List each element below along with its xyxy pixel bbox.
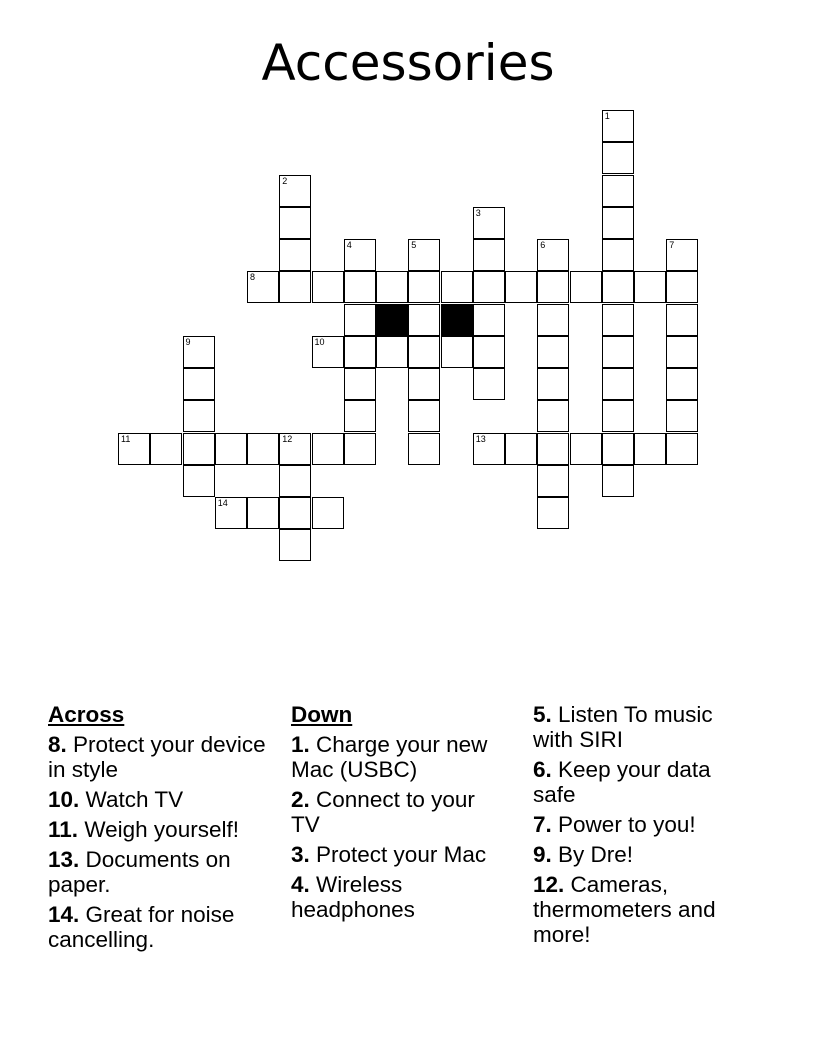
grid-cell[interactable]	[537, 368, 569, 400]
grid-cell[interactable]	[150, 433, 182, 465]
grid-cell[interactable]	[537, 400, 569, 432]
grid-cell[interactable]	[505, 271, 537, 303]
grid-cell[interactable]	[602, 271, 634, 303]
grid-cell[interactable]	[344, 400, 376, 432]
clue-text: Watch TV	[85, 787, 184, 812]
grid-cell[interactable]	[279, 497, 311, 529]
clue-text: By Dre!	[558, 842, 634, 867]
clue-text: Listen To music with SIRI	[533, 702, 713, 752]
grid-cell[interactable]	[473, 271, 505, 303]
grid-cell[interactable]	[312, 271, 344, 303]
grid-cell[interactable]	[666, 271, 698, 303]
down-column	[291, 702, 491, 927]
clue	[48, 787, 273, 812]
grid-cell[interactable]	[344, 433, 376, 465]
clue	[533, 812, 748, 837]
clue-text: Documents on paper.	[48, 847, 231, 897]
clue-number-label: 13.	[48, 847, 80, 872]
grid-cell[interactable]	[247, 433, 279, 465]
clue	[48, 847, 273, 897]
across-clue-list	[48, 732, 273, 952]
down-clue-list-continued	[533, 702, 748, 947]
clue	[291, 787, 491, 837]
clue-number: 10	[314, 336, 325, 347]
grid-cell[interactable]	[118, 433, 150, 465]
clue-number-label: 4.	[291, 872, 310, 897]
grid-cell[interactable]	[666, 400, 698, 432]
clue	[533, 872, 748, 947]
clue-text: Connect to your TV	[291, 787, 475, 837]
clue	[291, 872, 491, 922]
clue-number-label: 11.	[48, 817, 79, 842]
grid-cell[interactable]	[408, 400, 440, 432]
black-square	[441, 304, 473, 336]
grid-cell[interactable]	[247, 497, 279, 529]
grid-cell[interactable]	[279, 175, 311, 207]
grid-cell[interactable]	[602, 239, 634, 271]
grid-cell[interactable]	[537, 239, 569, 271]
grid-cell[interactable]	[344, 304, 376, 336]
grid-cell[interactable]	[602, 110, 634, 142]
grid-cell[interactable]	[634, 271, 666, 303]
clue-number-label: 2.	[291, 787, 310, 812]
grid-cell[interactable]	[441, 336, 473, 368]
grid-cell[interactable]	[602, 465, 634, 497]
grid-cell[interactable]	[344, 336, 376, 368]
grid-cell[interactable]	[537, 497, 569, 529]
grid-cell[interactable]	[344, 368, 376, 400]
clue-text: Wireless headphones	[291, 872, 415, 922]
clue-number-label: 10.	[48, 787, 80, 812]
grid-cell[interactable]	[570, 433, 602, 465]
puzzle-title: Accessories	[261, 34, 555, 92]
grid-cell[interactable]	[537, 433, 569, 465]
clue-number: 7	[669, 240, 675, 250]
grid-cell[interactable]	[312, 433, 344, 465]
grid-cell[interactable]	[376, 271, 408, 303]
grid-cell[interactable]	[666, 433, 698, 465]
grid-cell[interactable]	[408, 368, 440, 400]
clue-number: 12	[282, 433, 293, 444]
grid-cell[interactable]	[408, 336, 440, 368]
grid-cell[interactable]	[602, 304, 634, 336]
grid-cell[interactable]	[602, 433, 634, 465]
grid-cell[interactable]	[602, 336, 634, 368]
grid-cell[interactable]	[279, 207, 311, 239]
down-heading: Down	[291, 702, 353, 727]
grid-cell[interactable]	[666, 239, 698, 271]
grid-cell[interactable]	[408, 239, 440, 271]
grid-cell[interactable]	[215, 433, 247, 465]
grid-cell[interactable]	[183, 336, 215, 368]
across-column	[48, 702, 273, 957]
clue	[291, 842, 491, 867]
grid-cell[interactable]	[473, 336, 505, 368]
clue-number-label: 7.	[533, 812, 552, 837]
grid-cell[interactable]	[183, 400, 215, 432]
grid-cell[interactable]	[279, 271, 311, 303]
grid-cell[interactable]	[537, 465, 569, 497]
clue-text: Protect your Mac	[316, 842, 487, 867]
clue-number: 2	[282, 175, 288, 186]
grid-cell[interactable]	[537, 304, 569, 336]
grid-cell[interactable]	[537, 271, 569, 303]
clue-text: Protect your device in style	[48, 732, 266, 782]
clue-text: Keep your data safe	[533, 757, 711, 807]
grid-cell[interactable]	[183, 433, 215, 465]
grid-cell[interactable]	[376, 336, 408, 368]
grid-cell[interactable]	[634, 433, 666, 465]
clue	[533, 702, 748, 752]
clue-number-label: 8.	[48, 732, 67, 757]
clue-number: 14	[217, 498, 228, 508]
clue	[533, 757, 748, 807]
grid-cell[interactable]	[602, 368, 634, 400]
grid-cell[interactable]	[183, 465, 215, 497]
clue-number: 6	[540, 240, 546, 250]
clue-text: Power to you!	[558, 812, 696, 837]
clue	[48, 902, 273, 952]
clue-number: 9	[185, 336, 191, 347]
clue	[533, 842, 748, 867]
black-square	[376, 304, 408, 336]
clue-number-label: 12.	[533, 872, 565, 897]
grid-cell[interactable]	[473, 433, 505, 465]
grid-cell[interactable]	[247, 271, 279, 303]
clue-number: 13	[475, 433, 486, 444]
clue-number-label: 3.	[291, 842, 310, 867]
grid-cell[interactable]	[344, 271, 376, 303]
grid-cell[interactable]	[312, 336, 344, 368]
grid-cell[interactable]	[666, 336, 698, 368]
clue-text: Charge your new Mac (USBC)	[291, 732, 488, 782]
clue-number-label: 14.	[48, 902, 80, 927]
grid-cell[interactable]	[666, 368, 698, 400]
grid-cell[interactable]	[602, 207, 634, 239]
grid-cell[interactable]	[408, 304, 440, 336]
clue-number: 8	[250, 272, 256, 283]
grid-cell[interactable]	[279, 465, 311, 497]
grid-cell[interactable]	[505, 433, 537, 465]
grid-cell[interactable]	[279, 239, 311, 271]
down-column-continued	[533, 702, 748, 952]
grid-cell[interactable]	[279, 433, 311, 465]
grid-cell[interactable]	[183, 368, 215, 400]
clue-number: 5	[411, 240, 417, 250]
across-heading: Across	[48, 702, 125, 727]
grid-cell[interactable]	[473, 304, 505, 336]
clue	[48, 817, 273, 842]
grid-cell[interactable]	[537, 336, 569, 368]
grid-cell[interactable]	[473, 368, 505, 400]
clue-number-label: 5.	[533, 702, 552, 727]
grid-cell[interactable]	[570, 271, 602, 303]
grid-cell[interactable]	[602, 142, 634, 174]
grid-cell[interactable]	[602, 175, 634, 207]
clue-number-label: 1.	[291, 732, 310, 757]
clue-number: 1	[604, 111, 610, 121]
clue-number-label: 6.	[533, 757, 552, 782]
grid-cell[interactable]	[215, 497, 247, 529]
grid-cell[interactable]	[312, 497, 344, 529]
clue-text: Weigh yourself!	[84, 817, 239, 842]
grid-cell[interactable]	[279, 529, 311, 561]
grid-cell[interactable]	[408, 433, 440, 465]
clue-number: 3	[475, 207, 481, 218]
clue-text: Cameras, thermometers and more!	[533, 872, 716, 947]
grid-cell[interactable]	[408, 271, 440, 303]
clue	[48, 732, 273, 782]
clue-text: Great for noise cancelling.	[48, 902, 235, 952]
grid-cell[interactable]	[344, 239, 376, 271]
clue-number: 11	[121, 433, 131, 444]
clue	[291, 732, 491, 782]
down-clue-list	[291, 732, 491, 922]
grid-cell[interactable]	[666, 304, 698, 336]
clue-number-label: 9.	[533, 842, 552, 867]
clue-number: 4	[346, 240, 352, 250]
grid-cell[interactable]	[473, 207, 505, 239]
grid-cell[interactable]	[602, 400, 634, 432]
grid-cell[interactable]	[473, 239, 505, 271]
grid-cell[interactable]	[441, 271, 473, 303]
